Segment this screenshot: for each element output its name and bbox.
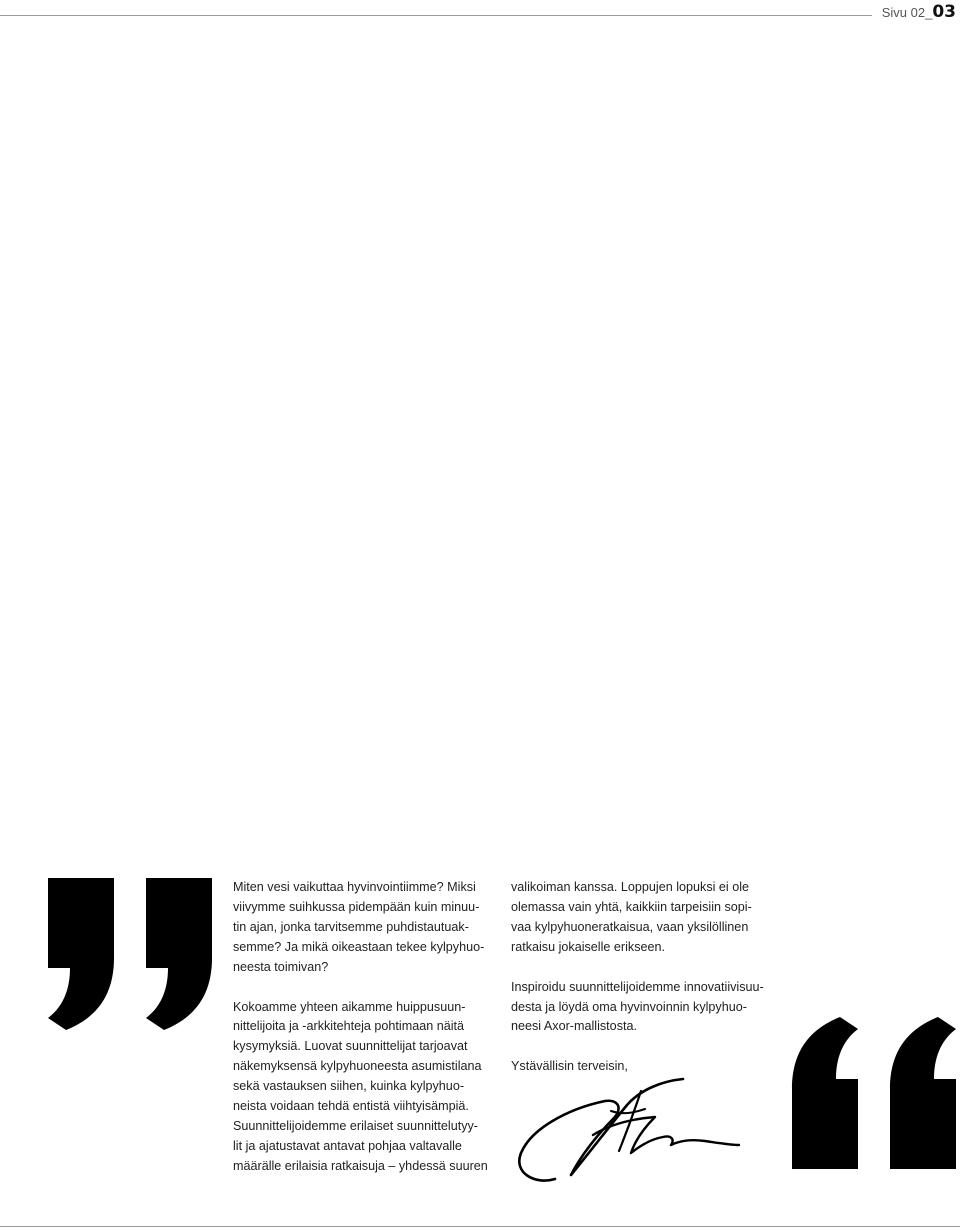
- header-rule: [0, 15, 872, 16]
- paragraph-collection: valikoiman kanssa. Loppujen lopuksi ei ole olemassa vain yhtä, kaikkiin tarpeisiin sopi- vaa kylpyhuoneratkaisua, vaan yksilöllinen ratkaisu jokaiselle erikseen.: [511, 880, 752, 954]
- handwritten-signature: [515, 1075, 745, 1187]
- footer-rule: [0, 1226, 960, 1227]
- paragraph-intro: Miten vesi vaikuttaa hyvinvointiimme? Miksi viivymme suihkussa pidempään kuin minuu- tin ajan, jonka tarvitsemme puhdistautuak- semme? Ja mikä oikeastaan tekee kylpyhuo- neesta toimivan?: [233, 880, 485, 974]
- paragraph-inspiration: Inspiroidu suunnittelijoidemme innovatiivisuu- desta ja löydä oma hyvinvoinnin kylpyhuo- neesi Axor-mallistosta.: [511, 979, 764, 1034]
- paragraph-designers: Kokoamme yhteen aikamme huippusuun- nittelijoita ja -arkkitehteja pohtimaan näitä kysymyksiä. Luovat suunnittelijat tarjoavat näkemyksensä kylpyhuoneesta asumistilana sekä vastauksen siihen, kuinka kylpyhuo- neista voidaan tehdä entistä viihtyisämpiä. Suunnittelijoidemme erilaiset suunnittelutyy- lit ja ajatustavat antavat pohjaa valtavalle määrälle erilaisia ratkaisuja – yhdessä suuren: [233, 999, 488, 1173]
- body-column-right: [511, 878, 773, 1077]
- opening-double-quote-icon: [788, 1015, 960, 1169]
- body-column-left: [233, 878, 495, 1177]
- page-number-current: 03: [932, 2, 956, 22]
- closing-double-quote-icon: [44, 878, 216, 1032]
- page-number-prefix: Sivu 02_: [881, 5, 933, 20]
- closing-greeting: Ystävällisin terveisin,: [511, 1059, 628, 1074]
- page-number: [882, 2, 956, 22]
